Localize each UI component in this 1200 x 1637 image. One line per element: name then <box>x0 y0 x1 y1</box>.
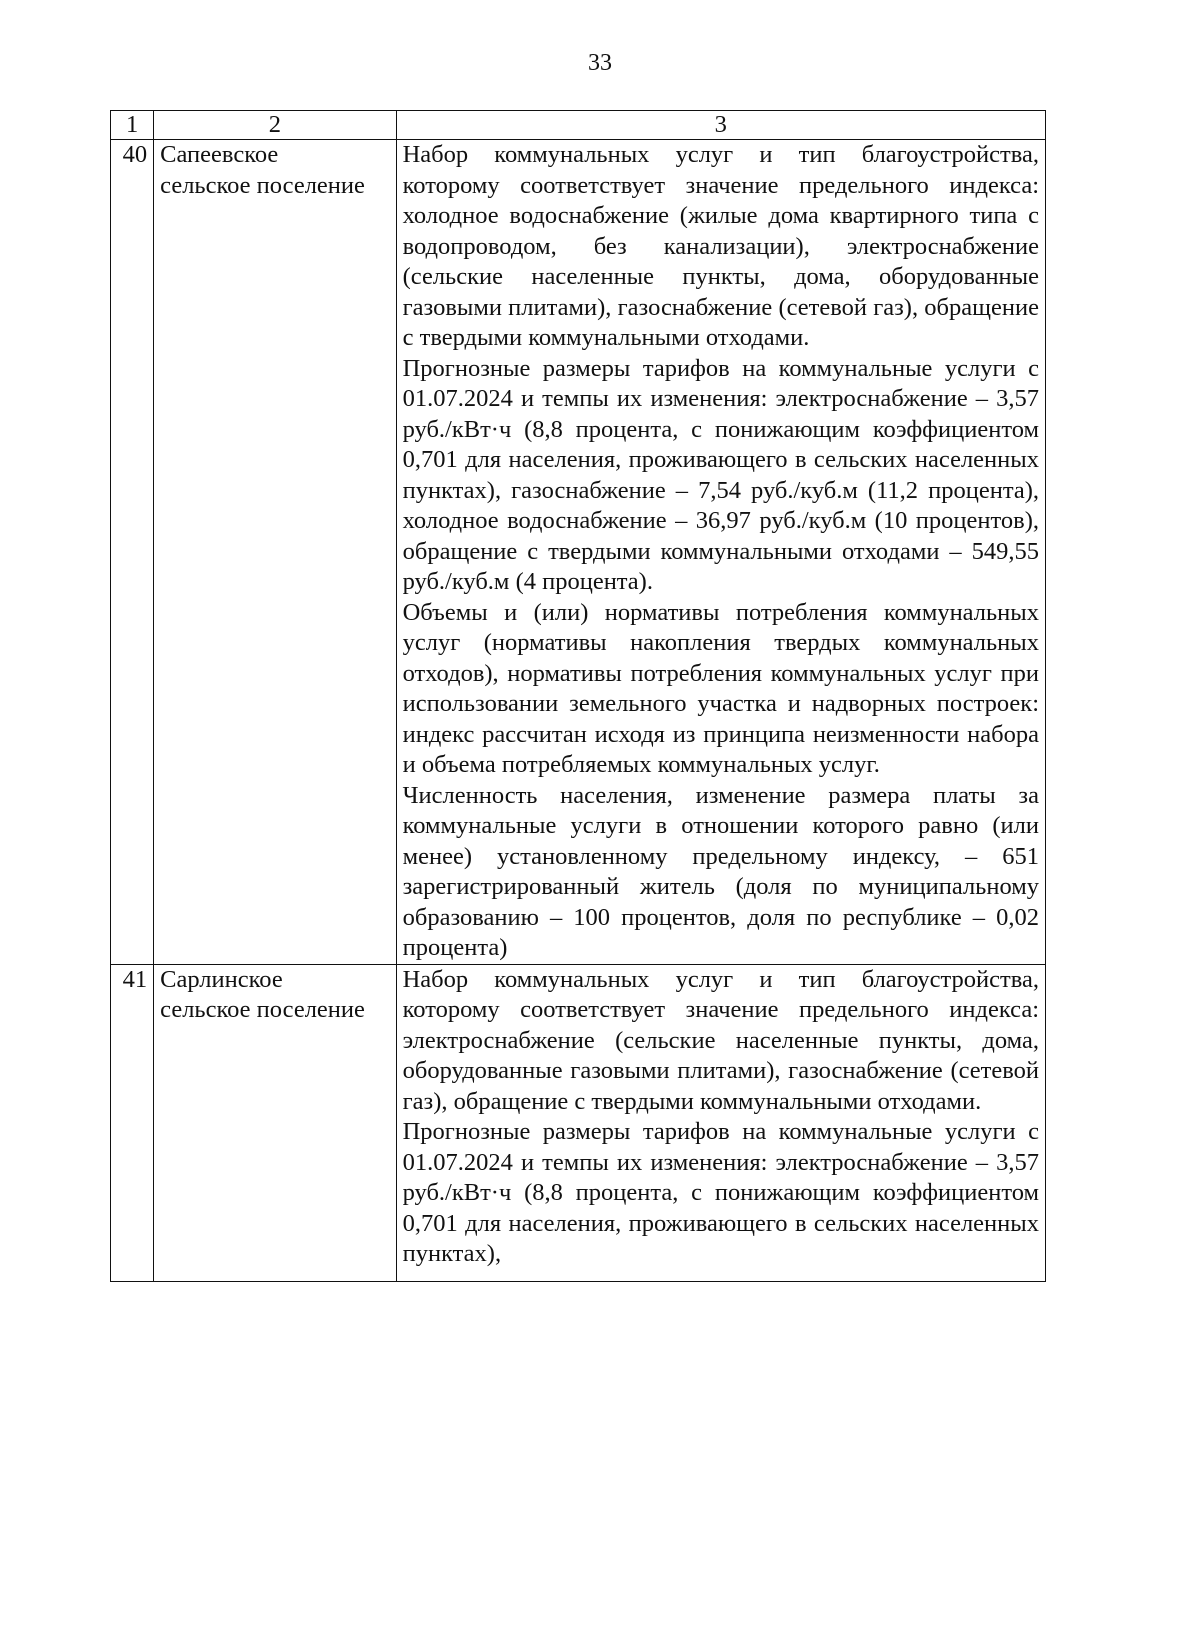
settlement-name-line1: Сапеевское <box>160 141 279 168</box>
description-cell <box>396 140 1045 965</box>
paragraph-volumes: Объемы и (или) нормативы потребления коммунальных услуг (нормативы накопления твердых коммунальных отходов), нормативы потребления коммунальных услуг при использовании земельного участка и надворных построек: индекс рассчитан исходя из принципа неизменности набора и объема потребляемых коммунальных услуг. <box>402 598 1039 778</box>
paragraph-tariffs: Прогнозные размеры тарифов на коммунальные услуги с 01.07.2024 и темпы их изменения: электроснабжение – 3,57 руб./кВт·ч (8,8 процента, с понижающим коэффициентом 0,701 для населения, проживающего в сельских населенных пунктах), газоснабжение – 7,54 руб./куб.м (11,2 процента), холодное водоснабжение – 36,97 руб./куб.м (10 процентов), обращение с твердыми коммунальными отходами – 549,55 руб./куб.м (4 процента). <box>402 354 1039 595</box>
table-header-row <box>111 111 1046 140</box>
settlement-name-line2: сельское поселение <box>160 996 365 1023</box>
paragraph-population: Численность населения, изменение размера платы за коммунальные услуги в отношении которого равно (или менее) установленному предельному индексу, – 651 зарегистрированный житель (доля по муниципальному образованию – 100 процентов, доля по республике – 0,02 процента) <box>402 781 1039 961</box>
settlement-name-line2: сельское поселение <box>160 171 365 199</box>
settlement-name <box>154 964 396 1281</box>
settlement-name-line1: Сарлинское <box>160 965 283 993</box>
table-row <box>111 964 1046 1281</box>
paragraph-services: Набор коммунальных услуг и тип благоустройства, которому соответствует значение предельного индекса: электроснабжение (сельские населенные пункты, дома, оборудованные газовыми плитами), газоснабжение (сетевой газ), обращение с твердыми коммунальными отходами. <box>402 965 1039 1115</box>
header-col-2: 2 <box>154 111 396 140</box>
row-number: 41 <box>111 964 154 1281</box>
description-cell <box>396 964 1045 1281</box>
row-number: 40 <box>111 140 154 965</box>
header-col-3: 3 <box>396 111 1045 140</box>
tariff-table <box>110 110 1046 1282</box>
paragraph-tariffs: Прогнозные размеры тарифов на коммунальные услуги с 01.07.2024 и темпы их изменения: электроснабжение – 3,57 руб./кВт·ч (8,8 процента, с понижающим коэффициентом 0,701 для населения, проживающего в сельских населенных пунктах), <box>402 1118 1039 1267</box>
settlement-name <box>154 140 396 965</box>
paragraph-services: Набор коммунальных услуг и тип благоустройства, которому соответствует значение предельного индекса: холодное водоснабжение (жилые дома квартирного типа с водопроводом, без канализации), электроснабжение (сельские населенные пункты, дома, оборудованные газовыми плитами), газоснабжение (сетевой газ), обращение с твердыми коммунальными отходами. <box>402 141 1039 351</box>
table-row <box>111 140 1046 965</box>
page-number: 33 <box>588 50 612 76</box>
header-col-1: 1 <box>111 111 154 140</box>
